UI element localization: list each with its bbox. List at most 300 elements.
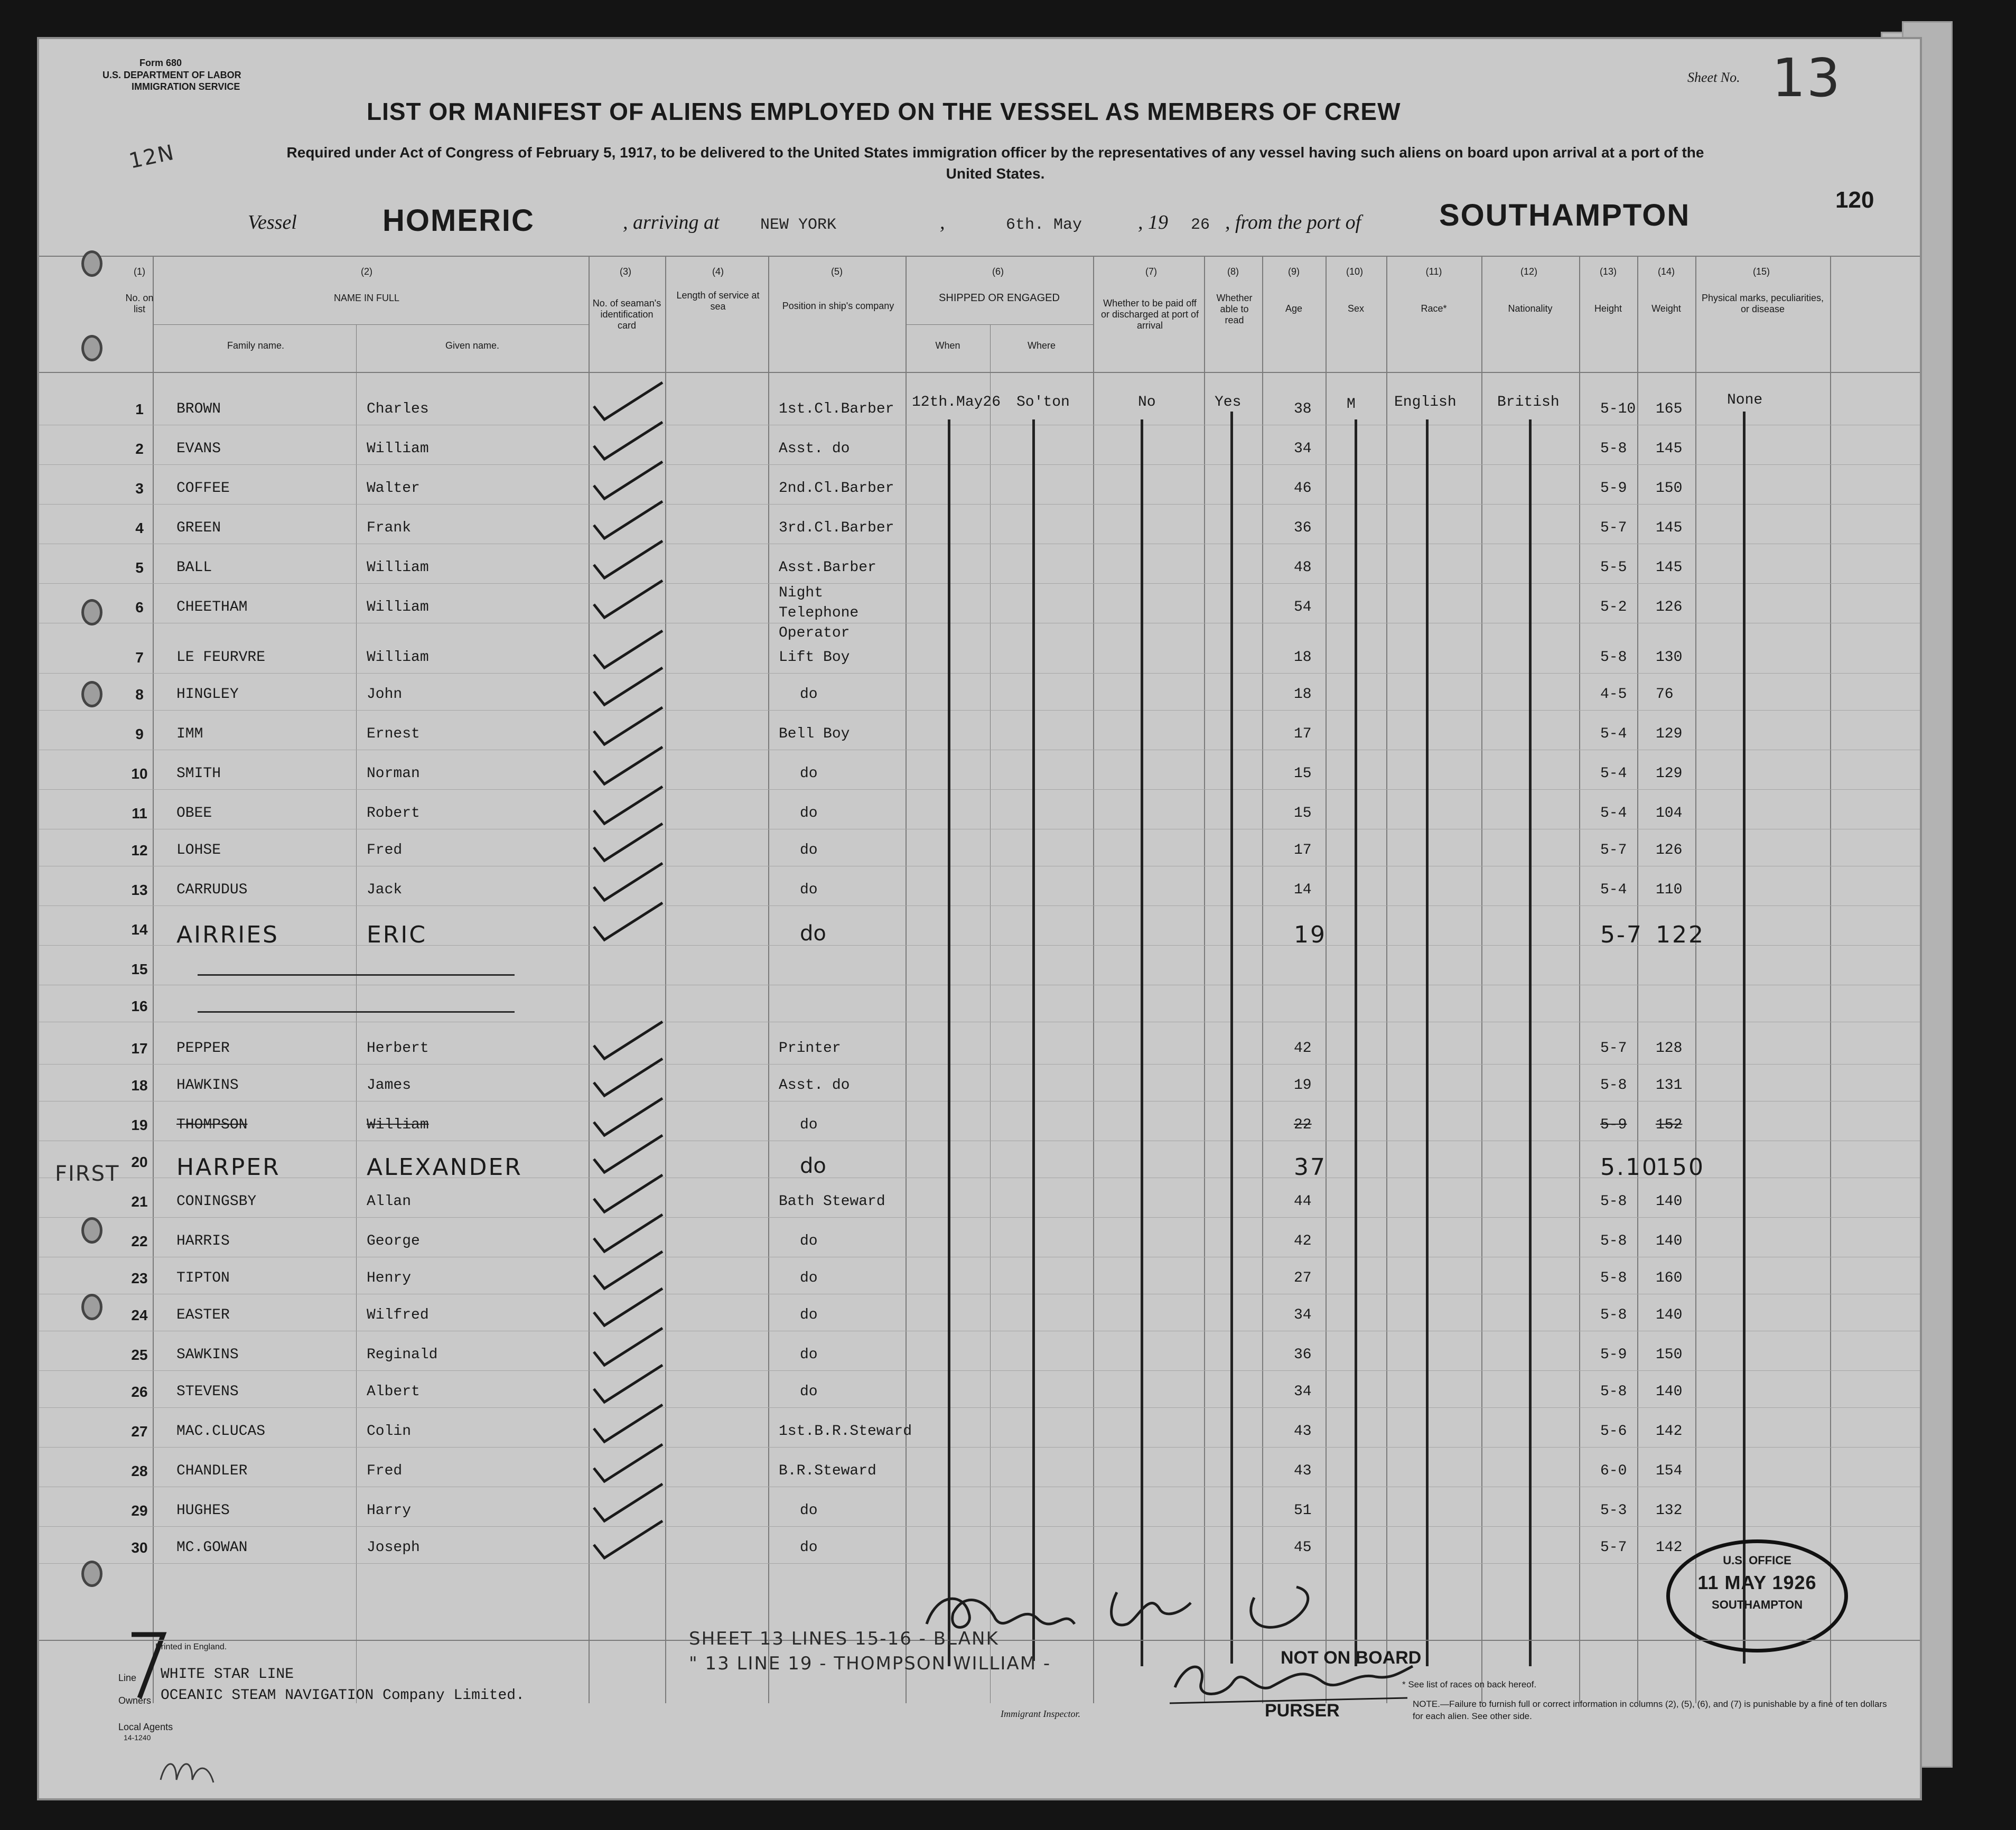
rule (906, 324, 1093, 325)
age: 22 (1294, 1117, 1312, 1133)
weight: 126 (1656, 842, 1683, 858)
given-name: Colin (367, 1423, 412, 1440)
row-rule (39, 464, 1920, 465)
height: 5-4 (1600, 882, 1627, 898)
rule (356, 324, 357, 1703)
given-name: Frank (367, 520, 412, 536)
position: do (800, 882, 818, 898)
age: 37 (1294, 1154, 1327, 1181)
col-num-9: (9) (1288, 266, 1300, 277)
position: do (800, 1307, 818, 1323)
col-given-name: Given name. (445, 340, 500, 351)
position: 1st.Cl.Barber (779, 401, 894, 417)
col-num-6: (6) (992, 266, 1004, 277)
position: do (800, 805, 818, 821)
given-name: William (367, 599, 429, 615)
weight: 140 (1656, 1384, 1683, 1400)
age: 54 (1294, 599, 1312, 615)
height: 5-8 (1600, 1077, 1627, 1094)
age: 19 (1294, 921, 1327, 948)
stamp-date: 11 MAY 1926 (1697, 1572, 1817, 1593)
family-name: SMITH (176, 765, 221, 782)
family-name: GREEN (176, 520, 221, 536)
row1-where: So'ton (1016, 394, 1070, 410)
rule (1204, 256, 1205, 1703)
check-mark (589, 898, 668, 945)
ditto-mark (1743, 412, 1746, 1664)
age: 19 (1294, 1077, 1312, 1094)
row-number: 14 (131, 921, 148, 938)
given-name: Joseph (367, 1539, 420, 1556)
family-name: BROWN (176, 401, 221, 417)
row-number: 26 (131, 1384, 148, 1400)
row-rule (39, 789, 1920, 790)
height: 5-8 (1600, 1384, 1627, 1400)
position: Asst. do (779, 441, 850, 457)
position: 3rd.Cl.Barber (779, 520, 894, 536)
row-number: 5 (135, 559, 144, 576)
height: 5-7 (1600, 842, 1627, 858)
ditto-mark (1426, 419, 1429, 1666)
col-num-11: (11) (1425, 266, 1442, 277)
position: Bath Steward (779, 1193, 885, 1210)
weight: 160 (1656, 1270, 1683, 1286)
age: 15 (1294, 765, 1312, 782)
row-number: 8 (135, 686, 144, 703)
height: 5-8 (1600, 1233, 1627, 1249)
weight: 131 (1656, 1077, 1683, 1094)
row-rule (39, 1526, 1920, 1527)
age: 48 (1294, 559, 1312, 576)
col-where: Where (1027, 340, 1056, 351)
position: Printer (779, 1040, 841, 1057)
height: 5-10 (1600, 401, 1636, 417)
age: 17 (1294, 842, 1312, 858)
weight: 128 (1656, 1040, 1683, 1057)
row-number: 27 (131, 1423, 148, 1440)
col-num-14: (14) (1657, 266, 1675, 277)
blank-dash (198, 974, 515, 976)
ditto-mark (948, 419, 950, 1666)
col-shipped: SHIPPED OR ENGAGED (939, 292, 1060, 304)
position: do (800, 765, 818, 782)
position: do (800, 842, 818, 858)
sheet-label: Sheet No. (1687, 70, 1740, 85)
col-num-4: (4) (712, 266, 724, 277)
given-name: James (367, 1077, 412, 1094)
age: 34 (1294, 441, 1312, 457)
family-name: EASTER (176, 1307, 230, 1323)
height: 5-9 (1600, 480, 1627, 497)
department: U.S. DEPARTMENT OF LABOR (102, 70, 241, 80)
height: 6-0 (1600, 1463, 1627, 1479)
weight: 76 (1656, 686, 1674, 703)
height: 5-8 (1600, 649, 1627, 666)
family-name: THOMPSON (176, 1117, 248, 1133)
rule (990, 324, 991, 1703)
family-name: STEVENS (176, 1384, 239, 1400)
rule (768, 256, 769, 1703)
given-name: Fred (367, 1463, 403, 1479)
given-name: ERIC (367, 921, 427, 948)
col-weight: Weight (1651, 303, 1681, 314)
col-seaman-card: No. of seaman's identification card (592, 298, 661, 331)
year-prefix: , 19 (1138, 211, 1168, 234)
list-number: 120 (1835, 187, 1874, 213)
stamp-bottom: SOUTHAMPTON (1712, 1598, 1803, 1611)
row-rule (39, 1407, 1920, 1408)
given-name: William (367, 649, 429, 666)
age: 17 (1294, 726, 1312, 742)
ditto-mark (1355, 419, 1357, 1666)
row-number: 23 (131, 1270, 148, 1286)
col-sex: Sex (1347, 303, 1365, 314)
row-number: 25 (131, 1347, 148, 1363)
weight: 110 (1656, 882, 1683, 898)
height: 5-9 (1600, 1347, 1627, 1363)
age: 27 (1294, 1270, 1312, 1286)
sheet-note-2: " 13 LINE 19 - THOMPSON WILLIAM - (689, 1653, 1051, 1674)
given-name: William (367, 441, 429, 457)
position: Asst. do (779, 1077, 850, 1094)
age: 18 (1294, 686, 1312, 703)
given-name: ALEXANDER (367, 1154, 522, 1181)
col-num-5: (5) (831, 266, 843, 277)
col-able-read: Whether able to read (1216, 293, 1253, 325)
page-title: LIST OR MANIFEST OF ALIENS EMPLOYED ON THE VESSEL AS MEMBERS OF CREW (367, 98, 1401, 125)
position: do (800, 921, 826, 946)
row-rule (39, 1370, 1920, 1371)
row-number: 22 (131, 1233, 148, 1249)
family-name: HINGLEY (176, 686, 239, 703)
row-number: 11 (132, 805, 147, 821)
weight: 140 (1656, 1193, 1683, 1210)
col-name-in-full: NAME IN FULL (333, 293, 400, 303)
col-num-15: (15) (1752, 266, 1770, 277)
height: 5-6 (1600, 1423, 1627, 1440)
family-name: BALL (176, 559, 212, 576)
position: Night Telephone Operator (779, 585, 859, 641)
height: 5.10 (1600, 1154, 1658, 1181)
row-number: 15 (131, 961, 148, 977)
age: 42 (1294, 1233, 1312, 1249)
family-name: CHANDLER (176, 1463, 248, 1479)
row-number: 1 (135, 401, 144, 417)
family-name: MAC.CLUCAS (176, 1423, 266, 1440)
departure-port: SOUTHAMPTON (1439, 198, 1691, 232)
height: 5-8 (1600, 441, 1627, 457)
position: Bell Boy (779, 726, 850, 742)
row-number: 20 (131, 1154, 148, 1170)
age: 51 (1294, 1502, 1312, 1519)
given-name: Wilfred (367, 1307, 429, 1323)
weight: 150 (1656, 1154, 1705, 1181)
col-num-7: (7) (1145, 266, 1157, 277)
given-name: Norman (367, 765, 420, 782)
weight: 132 (1656, 1502, 1683, 1519)
row-number: 4 (135, 520, 144, 536)
row-rule (39, 905, 1920, 906)
rule (1637, 256, 1638, 1703)
row1-paid-off: No (1138, 394, 1156, 410)
agents-code: 14-1240 (124, 1733, 151, 1742)
first-note: FIRST (55, 1162, 120, 1186)
given-name: Henry (367, 1270, 412, 1286)
age: 38 (1294, 401, 1312, 417)
line-value: WHITE STAR LINE (161, 1666, 294, 1683)
family-name: OBEE (176, 805, 212, 821)
height: 5-4 (1600, 726, 1627, 742)
position: Lift Boy (779, 649, 850, 666)
punch-hole (81, 1294, 102, 1320)
row1-physical: None (1727, 392, 1763, 408)
row-number: 28 (131, 1463, 148, 1479)
row-number: 7 (135, 649, 144, 666)
rule (1695, 256, 1696, 1703)
height: 5-8 (1600, 1193, 1627, 1210)
rule (1093, 256, 1094, 1703)
row-number: 21 (131, 1193, 148, 1210)
row-number: 12 (131, 842, 148, 858)
weight: 140 (1656, 1307, 1683, 1323)
position: do (800, 1154, 826, 1178)
subtitle: Required under Act of Congress of February 5, 1917, to be delivered to the United States immigration officer by the representatives of any vessel having such aliens on board upon arrival at a port of the United States. (286, 144, 1704, 182)
row-number: 19 (131, 1117, 148, 1133)
given-name: Albert (367, 1384, 420, 1400)
family-name: HAWKINS (176, 1077, 239, 1094)
given-name: John (367, 686, 403, 703)
line-label: Line (118, 1673, 137, 1683)
owners-value: OCEANIC STEAM NAVIGATION Company Limited. (161, 1687, 525, 1704)
age: 45 (1294, 1539, 1312, 1556)
weight: 145 (1656, 520, 1683, 536)
position: do (800, 1270, 818, 1286)
weight: 152 (1656, 1117, 1683, 1133)
given-name: Walter (367, 480, 420, 497)
weight: 150 (1656, 480, 1683, 497)
given-name: Allan (367, 1193, 412, 1210)
col-family-name: Family name. (227, 340, 285, 351)
row-number: 3 (135, 480, 144, 497)
weight: 104 (1656, 805, 1683, 821)
col-when: When (935, 340, 960, 351)
position: 1st.B.R.Steward (779, 1423, 912, 1440)
position: do (800, 1347, 818, 1363)
row1-nationality: British (1497, 394, 1560, 410)
row-rule (39, 504, 1920, 505)
blank-dash (198, 1011, 515, 1013)
weight: 130 (1656, 649, 1683, 666)
position: do (800, 1502, 818, 1519)
row-number: 2 (135, 441, 144, 457)
height: 5-3 (1600, 1502, 1627, 1519)
family-name: CARRUDUS (176, 882, 248, 898)
age: 42 (1294, 1040, 1312, 1057)
position: 2nd.Cl.Barber (779, 480, 894, 497)
row-number: 16 (131, 998, 148, 1014)
given-name: Reginald (367, 1347, 438, 1363)
rule (153, 324, 589, 325)
footer-note: NOTE.—Failure to furnish full or correct information in columns (2), (5), (6), and (7) is punishable by a fine of ten dollars for each alien. See other side. (1413, 1699, 1887, 1721)
sheet-note-1: SHEET 13 LINES 15-16 - BLANK (689, 1628, 999, 1649)
col-num-3: (3) (620, 266, 631, 277)
rule (1830, 256, 1831, 1703)
col-num-13: (13) (1599, 266, 1617, 277)
rule (153, 256, 154, 1703)
row-number: 30 (131, 1539, 148, 1556)
row1-when: 12th.May26 (912, 394, 1001, 410)
comma: , (940, 211, 945, 234)
form-number: Form 680 (139, 58, 182, 68)
age: 34 (1294, 1384, 1312, 1400)
family-name: HARRIS (176, 1233, 230, 1249)
manifest-page (37, 37, 1922, 1800)
row-number: 24 (131, 1307, 148, 1323)
given-name: William (367, 1117, 429, 1133)
weight: 129 (1656, 726, 1683, 742)
family-name: LOHSE (176, 842, 221, 858)
punch-hole (81, 599, 102, 625)
weight: 142 (1656, 1423, 1683, 1440)
col-paid-off: Whether to be paid off or discharged at port of arrival (1100, 298, 1199, 331)
row-rule (39, 1064, 1920, 1065)
age: 36 (1294, 520, 1312, 536)
family-name: COFFEE (176, 480, 230, 497)
given-name: William (367, 559, 429, 576)
agents-label: Local Agents (118, 1722, 173, 1732)
height: 5-7 (1600, 921, 1643, 948)
height: 5-9 (1600, 1117, 1627, 1133)
sheet-number: 13 (1772, 47, 1842, 109)
col-num-1: (1) (134, 266, 145, 277)
col-num-2: (2) (361, 266, 372, 277)
check-mark (589, 575, 668, 623)
punch-hole (81, 1217, 102, 1244)
weight: 122 (1656, 921, 1705, 948)
races-note: * See list of races on back hereof. (1402, 1679, 1537, 1689)
row1-race: English (1394, 394, 1457, 410)
family-name: IMM (176, 726, 203, 742)
age: 15 (1294, 805, 1312, 821)
position: do (800, 1117, 818, 1133)
rule (1386, 256, 1387, 1703)
col-position: Position in ship's company (782, 301, 894, 311)
weight: 129 (1656, 765, 1683, 782)
row1-sex: M (1347, 396, 1356, 413)
arrival-port: NEW YORK (760, 216, 837, 234)
row-number: 29 (131, 1502, 148, 1519)
row-rule (39, 583, 1920, 584)
position: do (800, 1384, 818, 1400)
col-num-8: (8) (1227, 266, 1239, 277)
row-rule (39, 1217, 1920, 1218)
given-name: Jack (367, 882, 403, 898)
row-number: 13 (131, 882, 148, 898)
col-num-10: (10) (1346, 266, 1363, 277)
rule (1579, 256, 1580, 1703)
row-rule (39, 673, 1920, 674)
not-on-board: NOT ON BOARD (1281, 1648, 1422, 1668)
row-number: 18 (131, 1077, 148, 1094)
height: 5-2 (1600, 599, 1627, 615)
given-name: Fred (367, 842, 403, 858)
col-race: Race* (1421, 303, 1447, 314)
family-name: AIRRIES (176, 921, 279, 948)
age: 44 (1294, 1193, 1312, 1210)
given-name: Robert (367, 805, 420, 821)
age: 43 (1294, 1463, 1312, 1479)
check-mark (589, 1516, 668, 1563)
arriving-label: , arriving at (623, 211, 720, 234)
arrival-year: 26 (1191, 216, 1210, 234)
height: 5-4 (1600, 805, 1627, 821)
agents-initials (155, 1753, 229, 1790)
weight: 165 (1656, 401, 1683, 417)
ditto-mark (1230, 412, 1233, 1664)
col-length-service: Length of service at sea (676, 290, 760, 312)
height: 5-7 (1600, 1539, 1627, 1556)
position: B.R.Steward (779, 1463, 876, 1479)
family-name: HUGHES (176, 1502, 230, 1519)
weight: 126 (1656, 599, 1683, 615)
age: 14 (1294, 882, 1312, 898)
row-number: 10 (131, 765, 148, 782)
vessel-name: HOMERIC (382, 203, 535, 238)
row-rule (39, 1447, 1920, 1448)
age: 46 (1294, 480, 1312, 497)
family-name: LE FEURVRE (176, 649, 266, 666)
ditto-mark (1032, 419, 1035, 1661)
weight: 142 (1656, 1539, 1683, 1556)
ditto-mark (1529, 419, 1532, 1666)
height: 5-8 (1600, 1270, 1627, 1286)
height: 4-5 (1600, 686, 1627, 703)
height: 5-4 (1600, 765, 1627, 782)
col-height: Height (1594, 303, 1622, 314)
family-name: PEPPER (176, 1040, 230, 1057)
punch-hole (81, 1561, 102, 1587)
age: 43 (1294, 1423, 1312, 1440)
row-number: 9 (135, 726, 144, 742)
family-name: CHEETHAM (176, 599, 248, 615)
col-age: Age (1285, 303, 1303, 314)
vessel-label: Vessel (248, 211, 297, 234)
position: Asst.Barber (779, 559, 876, 576)
from-label: , from the port of (1225, 211, 1361, 234)
owners-label: Owners (118, 1695, 152, 1706)
given-name: Charles (367, 401, 429, 417)
printed-in: Printed in England. (155, 1642, 227, 1651)
col-num-12: (12) (1520, 266, 1537, 277)
height: 5-5 (1600, 559, 1627, 576)
age: 36 (1294, 1347, 1312, 1363)
col-physical: Physical marks, peculiarities, or disease (1701, 293, 1824, 314)
rule (906, 256, 907, 1703)
family-name: HARPER (176, 1154, 281, 1181)
family-name: CONINGSBY (176, 1193, 257, 1210)
punch-hole (81, 335, 102, 361)
family-name: SAWKINS (176, 1347, 239, 1363)
age: 18 (1294, 649, 1312, 666)
height: 5-7 (1600, 1040, 1627, 1057)
weight: 145 (1656, 559, 1683, 576)
age: 34 (1294, 1307, 1312, 1323)
given-name: Ernest (367, 726, 420, 742)
weight: 140 (1656, 1233, 1683, 1249)
family-name: EVANS (176, 441, 221, 457)
row1-able-read: Yes (1215, 394, 1242, 410)
stamp-top: U.S. OFFICE (1723, 1554, 1791, 1567)
